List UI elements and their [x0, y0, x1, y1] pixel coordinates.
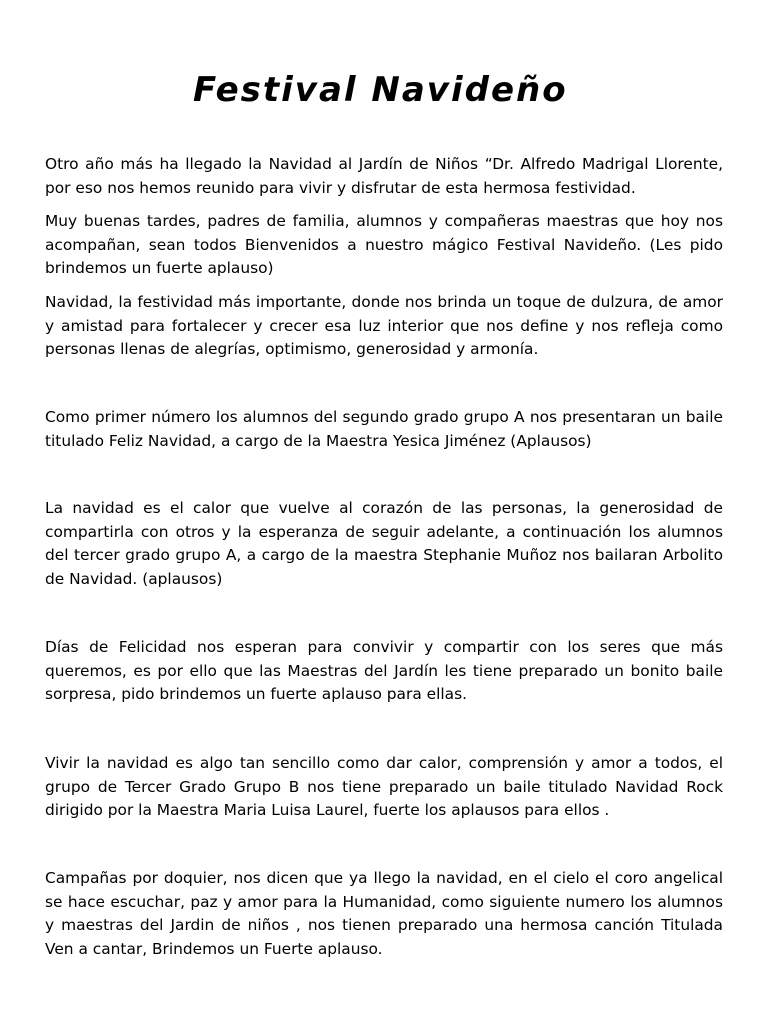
paragraph-welcome: Muy buenas tardes, padres de familia, alumnos y compañeras maestras que hoy nos acompañan, sean todos Bienvenidos a nuestro mágico Festival Navideño. (Les pido brindemos un fuerte aplauso) [45, 212, 723, 277]
paragraph-navidad-rock: Vivir la navidad es algo tan sencillo como dar calor, comprensión y amor a todos, el grupo de Tercer Grado Grupo B nos tiene preparado un baile titulado Navidad Rock dirigido por la Maestra Maria Luisa Laurel, fuerte los aplausos para ellos . [45, 754, 723, 819]
paragraph-surprise-dance: Días de Felicidad nos esperan para convivir y compartir con los seres que más queremos, es por ello que las Maestras del Jardín les tiene preparado un bonito baile sorpresa, pido brindemos un fuerte aplauso para ellas. [45, 638, 723, 703]
paragraph-first-number: Como primer número los alumnos del segundo grado grupo A nos presentaran un baile titulado Feliz Navidad, a cargo de la Maestra Yesica Jiménez (Aplausos) [45, 408, 723, 450]
paragraph-song: Campañas por doquier, nos dicen que ya llego la navidad, en el cielo el coro angelical se hace escuchar, paz y amor para la Humanidad, como siguiente numero los alumnos y maestras del Jardin de niños , nos tienen preparado una hermosa canción Titulada Ven a cantar, Brindemos un Fuerte aplauso. [45, 869, 723, 958]
paragraph-intro: Otro año más ha llegado la Navidad al Jardín de Niños “Dr. Alfredo Madrigal Llorente, por eso nos hemos reunido para vivir y disfrutar de esta hermosa festividad. [45, 155, 723, 197]
paragraph-second-number: La navidad es el calor que vuelve al corazón de las personas, la generosidad de compartirla con otros y la esperanza de seguir adelante, a continuación los alumnos del tercer grado grupo A, a cargo de la maestra Stephanie Muñoz nos bailaran Arbolito de Navidad. (aplausos) [45, 499, 723, 588]
paragraph-navidad: Navidad, la festividad más importante, donde nos brinda un toque de dulzura, de amor y amistad para fortalecer y crecer esa luz interior que nos define y nos refleja como personas llenas de alegrías, optimismo, generosidad y armonía. [45, 293, 723, 358]
document-title: Festival Navideño [193, 70, 568, 110]
